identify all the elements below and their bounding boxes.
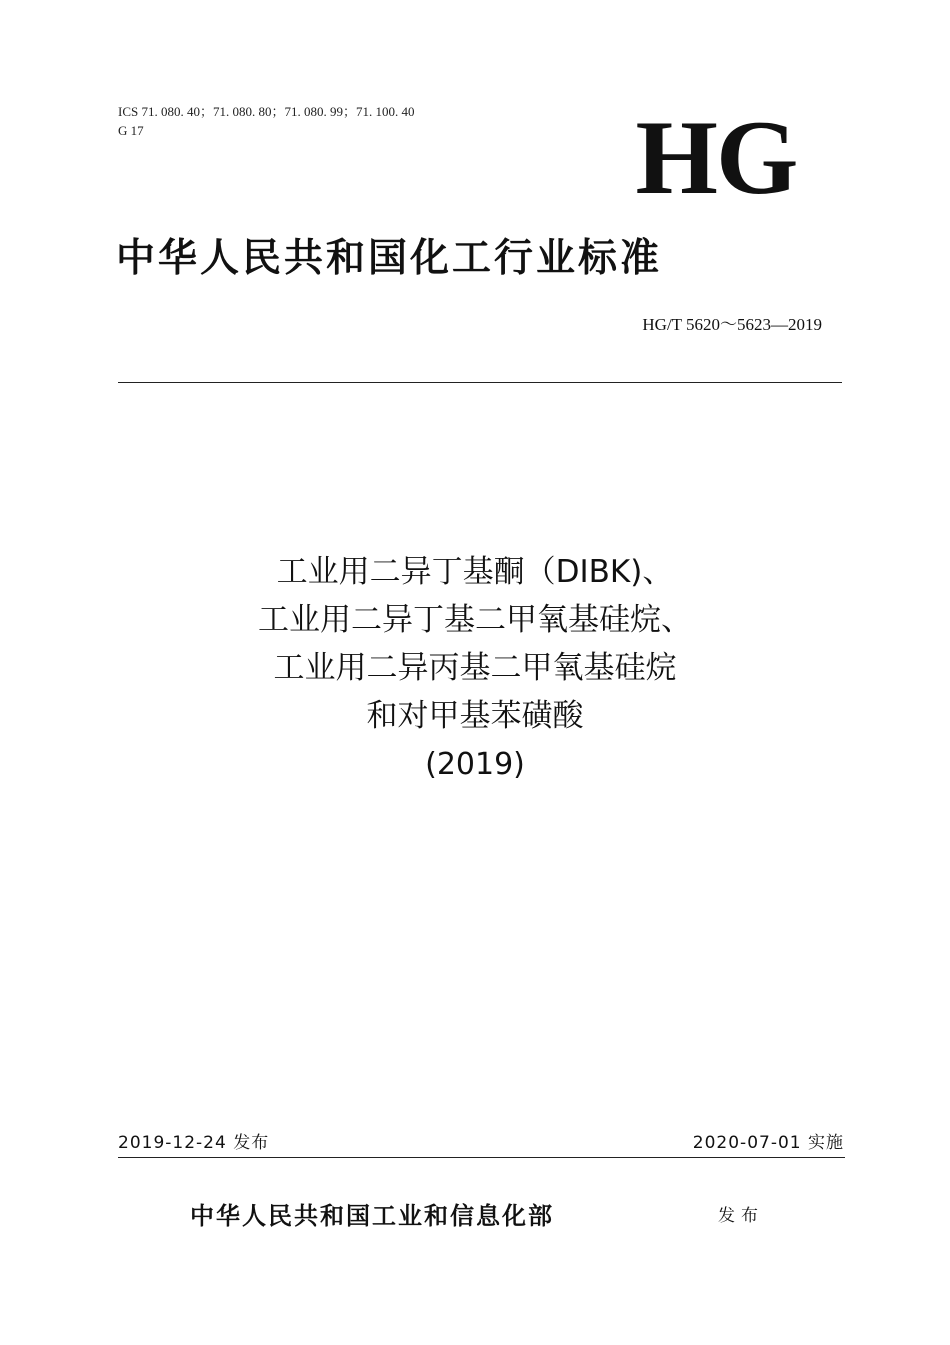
org-title: 中华人民共和国化工行业标准 [116,236,663,281]
issue-date: 2019-12-24 发布 [118,1133,270,1153]
standard-number: HG/T 5620～5623—2019 [642,315,822,334]
classification-code: G 17 [118,123,144,138]
title-line-3: 工业用二异丙基二甲氧基硅烷 [273,650,677,686]
hg-logo: HG [635,99,797,216]
title-line-1: 工业用二异丁基酮（DIBK)、 [276,554,674,590]
publisher: 中华人民共和国工业和信息化部 [190,1202,554,1230]
title-line-4: 和对甲基苯磺酸 [366,698,584,734]
bottom-divider [118,1157,845,1158]
publish-label: 发布 [718,1206,764,1226]
document-title [125,548,825,790]
ics-code: ICS 71. 080. 40；71. 080. 80；71. 080. 99；71. 100. 40 [118,104,415,119]
implementation-date: 2020-07-01 实施 [692,1133,844,1153]
title-line-2: 工业用二异丁基二甲氧基硅烷、 [258,602,692,638]
top-divider [118,382,842,383]
title-year: (2019) [425,747,525,782]
